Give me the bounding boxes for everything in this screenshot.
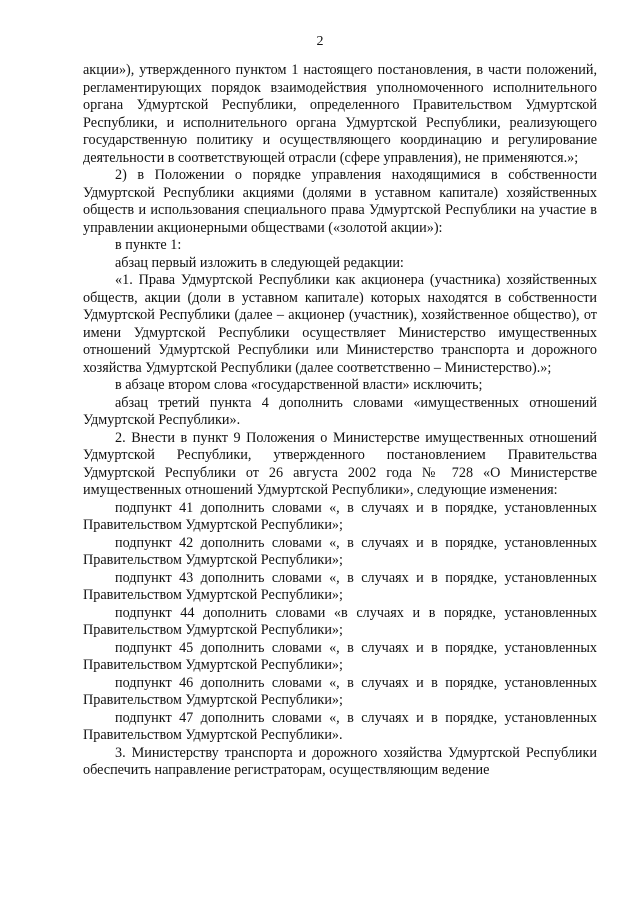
paragraph-first-abzac: абзац первый изложить в следующей редакции: <box>115 254 404 271</box>
paragraph-subpoint-46: подпункт 46 дополнить словами «, в случаях и в порядке, установленных Правительством Удмуртской Республики»; <box>83 674 597 708</box>
paragraph-section-3: 3. Министерству транспорта и дорожного хозяйства Удмуртской Республики обеспечить направление регистраторам, осуществляющим ведение <box>83 744 597 778</box>
paragraph-continuation: акции»), утвержденного пунктом 1 настоящего постановления, в части положений, регламентирующих порядок взаимодействия уполномоченного исполнительного органа Удмуртской Республики, определенного Правительством Удмуртской Республики, и исполнительного органа Удмуртской Республики, реализующего государственную политику и осуществляющего координацию и регулирование деятельности в соответствующей отрасли (сфере управления), не применяются.»; <box>83 62 597 166</box>
paragraph-subpoint-41: подпункт 41 дополнить словами «, в случаях и в порядке, установленных Правительством Удмуртской Республики»; <box>83 499 597 533</box>
paragraph-section-2: 2. Внести в пункт 9 Положения о Министерстве имущественных отношений Удмуртской Республики, утвержденного постановлением Правительства Удмуртской Республики от 26 августа 2002 года № 728 «О Министерстве имущественных отношений Удмуртской Республики», следующие изменения: <box>83 429 597 498</box>
paragraph-subpoint-42: подпункт 42 дополнить словами «, в случаях и в порядке, установленных Правительством Удмуртской Республики»; <box>83 534 597 568</box>
paragraph-subpoint-43: подпункт 43 дополнить словами «, в случаях и в порядке, установленных Правительством Удмуртской Республики»; <box>83 569 597 603</box>
paragraph-subpoint-47: подпункт 47 дополнить словами «, в случаях и в порядке, установленных Правительством Удмуртской Республики». <box>83 709 597 743</box>
paragraph-new-wording: «1. Права Удмуртской Республики как акционера (участника) хозяйственных обществ, акции (доли в уставном капитале) которых находятся в собственности Удмуртской Республики (далее – акционер (участник), хозяйственное общество), от имени Удмуртской Республики осуществляет Министерство имущественных отношений Удмуртской Республики или Министерство транспорта и дорожного хозяйства Удмуртской Республики (далее соответственно – Министерство).»; <box>83 272 597 376</box>
paragraph-third-abzac: абзац третий пункта 4 дополнить словами «имущественных отношений Удмуртской Республики». <box>83 394 597 428</box>
document-body <box>83 62 597 780</box>
paragraph-subpoint-44: подпункт 44 дополнить словами «в случаях и в порядке, установленных Правительством Удмуртской Республики»; <box>83 604 597 638</box>
paragraph-second-abzac: в абзаце втором слова «государственной власти» исключить; <box>115 377 483 393</box>
paragraph-point-1: в пункте 1: <box>115 237 182 253</box>
paragraph-subpoint-45: подпункт 45 дополнить словами «, в случаях и в порядке, установленных Правительством Удмуртской Республики»; <box>83 639 597 673</box>
paragraph-item-2: 2) в Положении о порядке управления находящимися в собственности Удмуртской Республики акциями (долями в уставном капитале) хозяйственных обществ и использования специального права Удмуртской Республики на участие в управлении акционерными обществами («золотой акции»): <box>83 167 597 236</box>
page-number: 2 <box>316 34 324 49</box>
